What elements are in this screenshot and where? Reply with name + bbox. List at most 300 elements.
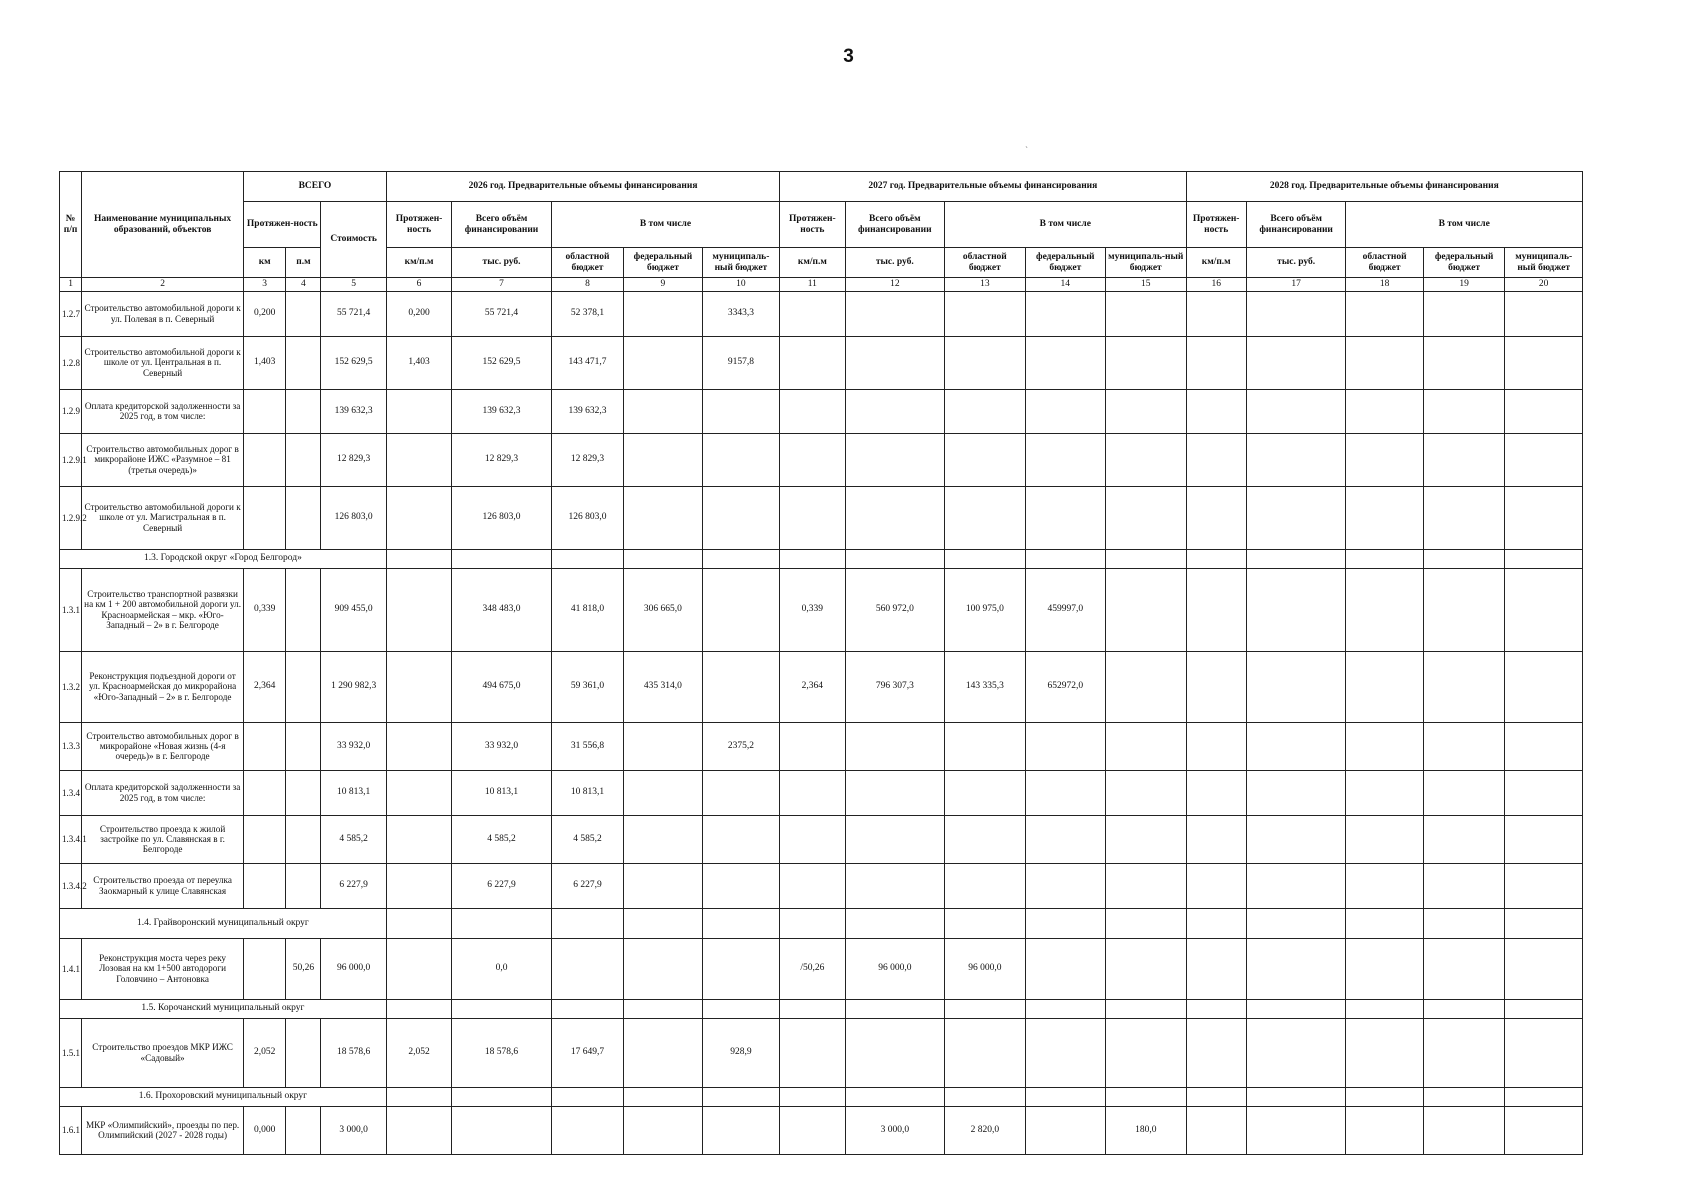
empty-cell [452,908,552,938]
object-name: Реконструкция подъездной дороги от ул. Красноармейская до микрорайона «Юго-Западный – 2» в г. Белгороде [82,651,244,722]
value-cell-col-4 [286,389,321,433]
table-row [60,722,1583,770]
empty-cell [624,908,702,938]
value-cell-col-16 [1186,651,1246,722]
value-cell-col-18 [1346,389,1423,433]
header-2027-municipal: муниципаль-ный бюджет [1106,248,1187,278]
empty-cell [624,549,702,568]
empty-cell [780,908,845,938]
header-2027-length: Протяжен-ность [780,202,845,248]
header-2026-including: В том числе [551,202,779,248]
empty-cell [945,999,1025,1018]
value-cell-col-9: 435 314,0 [624,651,702,722]
header-2026-federal: федеральный бюджет [624,248,702,278]
value-cell-col-19 [1423,651,1504,722]
value-cell-col-15 [1106,815,1187,863]
value-cell-col-17 [1246,336,1346,389]
empty-cell [551,1087,623,1106]
value-cell-col-13 [945,770,1025,815]
column-number: 9 [624,278,702,292]
value-cell-col-15 [1106,938,1187,999]
table-row [60,389,1583,433]
header-2026-length: Протяжен-ность [386,202,451,248]
value-cell-col-9 [624,1018,702,1087]
value-cell-col-11 [780,770,845,815]
empty-cell [386,549,451,568]
value-cell-col-18 [1346,938,1423,999]
value-cell-col-8: 139 632,3 [551,389,623,433]
column-number: 1 [60,278,82,292]
value-cell-col-5: 1 290 982,3 [321,651,386,722]
value-cell-col-16 [1186,336,1246,389]
column-number: 2 [82,278,244,292]
value-cell-col-6 [386,938,451,999]
empty-cell [1346,549,1423,568]
value-cell-col-16 [1186,722,1246,770]
empty-cell [1246,999,1346,1018]
empty-cell [702,549,780,568]
value-cell-col-3: 2,364 [244,651,286,722]
value-cell-col-14 [1025,938,1105,999]
value-cell-col-5: 126 803,0 [321,486,386,549]
value-cell-col-15 [1106,568,1187,651]
value-cell-col-13 [945,389,1025,433]
value-cell-col-18 [1346,1018,1423,1087]
value-cell-col-17 [1246,1106,1346,1154]
value-cell-col-9 [624,722,702,770]
section-title: 1.5. Корочанский муниципальный округ [60,999,387,1018]
row-index: 1.3.4.1 [60,815,82,863]
value-cell-col-5: 152 629,5 [321,336,386,389]
empty-cell [624,999,702,1018]
value-cell-col-7: 18 578,6 [452,1018,552,1087]
object-name: Оплата кредиторской задолженности за 2025 год, в том числе: [82,389,244,433]
value-cell-col-18 [1346,863,1423,908]
value-cell-col-10 [702,938,780,999]
value-cell-col-13 [945,486,1025,549]
table-row [60,568,1583,651]
value-cell-col-17 [1246,770,1346,815]
value-cell-col-10 [702,433,780,486]
empty-cell [702,1087,780,1106]
header-2027: 2027 год. Предварительные объемы финансирования [780,172,1186,202]
empty-cell [551,549,623,568]
value-cell-col-16 [1186,1018,1246,1087]
header-2028-federal: федеральный бюджет [1423,248,1504,278]
value-cell-col-18 [1346,651,1423,722]
empty-cell [1505,999,1583,1018]
value-cell-col-5: 4 585,2 [321,815,386,863]
value-cell-col-13 [945,863,1025,908]
value-cell-col-10: 2375,2 [702,722,780,770]
value-cell-col-9: 306 665,0 [624,568,702,651]
column-number: 4 [286,278,321,292]
value-cell-col-9 [624,863,702,908]
row-index: 1.2.9 [60,389,82,433]
value-cell-col-12 [845,1018,945,1087]
value-cell-col-19 [1423,863,1504,908]
value-cell-col-5: 909 455,0 [321,568,386,651]
empty-cell [1186,1087,1246,1106]
value-cell-col-9 [624,938,702,999]
empty-cell [1346,1087,1423,1106]
header-2027-thous: тыс. руб. [845,248,945,278]
value-cell-col-4 [286,291,321,336]
value-cell-col-18 [1346,770,1423,815]
value-cell-col-12 [845,433,945,486]
value-cell-col-16 [1186,568,1246,651]
value-cell-col-11 [780,815,845,863]
header-num: № п/п [60,172,82,278]
value-cell-col-18 [1346,722,1423,770]
value-cell-col-20 [1505,863,1583,908]
value-cell-col-8: 17 649,7 [551,1018,623,1087]
value-cell-col-5: 139 632,3 [321,389,386,433]
value-cell-col-11 [780,336,845,389]
value-cell-col-3: 0,200 [244,291,286,336]
value-cell-col-9 [624,770,702,815]
value-cell-col-5: 12 829,3 [321,433,386,486]
header-total-cost: Стоимость [321,202,386,278]
header-2028-unit: км/п.м [1186,248,1246,278]
value-cell-col-20 [1505,938,1583,999]
value-cell-col-4 [286,433,321,486]
object-name: Строительство транспортной развязки на км 1 + 200 автомобильной дороги ул. Красноармейская – мкр. «Юго-Западный – 2» в г. Белгороде [82,568,244,651]
value-cell-col-3 [244,486,286,549]
empty-cell [386,1087,451,1106]
value-cell-col-15 [1106,863,1187,908]
value-cell-col-13 [945,291,1025,336]
value-cell-col-4 [286,651,321,722]
empty-cell [551,908,623,938]
value-cell-col-4 [286,770,321,815]
column-number: 13 [945,278,1025,292]
value-cell-col-8 [551,1106,623,1154]
row-index: 1.2.8 [60,336,82,389]
value-cell-col-8: 4 585,2 [551,815,623,863]
empty-cell [452,999,552,1018]
header-2026-unit: км/п.м [386,248,451,278]
value-cell-col-10 [702,815,780,863]
value-cell-col-15 [1106,1018,1187,1087]
value-cell-col-16 [1186,938,1246,999]
header-name: Наименование муниципальных образований, объектов [82,172,244,278]
value-cell-col-20 [1505,770,1583,815]
value-cell-col-5: 18 578,6 [321,1018,386,1087]
empty-cell [780,549,845,568]
value-cell-col-11: 2,364 [780,651,845,722]
empty-cell [1505,549,1583,568]
empty-cell [452,549,552,568]
value-cell-col-6: 2,052 [386,1018,451,1087]
table-row [60,938,1583,999]
header-unit-pm: п.м [286,248,321,278]
object-name: Строительство автомобильных дорог в микрорайоне «Новая жизнь (4-я очередь)» в г. Белгороде [82,722,244,770]
empty-cell [1025,999,1105,1018]
object-name: Строительство автомобильной дороги к школе от ул. Магистральная в п. Северный [82,486,244,549]
value-cell-col-14 [1025,291,1105,336]
value-cell-col-14 [1025,722,1105,770]
value-cell-col-12 [845,291,945,336]
value-cell-col-11 [780,1018,845,1087]
empty-cell [551,999,623,1018]
empty-cell [1423,1087,1504,1106]
value-cell-col-6 [386,433,451,486]
object-name: Строительство проезда от переулка Заокмарный к улице Славянская [82,863,244,908]
value-cell-col-16 [1186,486,1246,549]
empty-cell [1246,549,1346,568]
header-total-group: ВСЕГО [244,172,387,202]
value-cell-col-11 [780,291,845,336]
value-cell-col-18 [1346,486,1423,549]
value-cell-col-14 [1025,433,1105,486]
empty-cell [1505,908,1583,938]
value-cell-col-7: 494 675,0 [452,651,552,722]
value-cell-col-7: 4 585,2 [452,815,552,863]
section-row [60,999,1583,1018]
value-cell-col-3 [244,433,286,486]
value-cell-col-10 [702,651,780,722]
header-unit-km: км [244,248,286,278]
row-index: 1.2.9.2 [60,486,82,549]
value-cell-col-4 [286,568,321,651]
value-cell-col-4: 50,26 [286,938,321,999]
value-cell-col-19 [1423,938,1504,999]
section-row [60,908,1583,938]
row-index: 1.5.1 [60,1018,82,1087]
table-row [60,1018,1583,1087]
value-cell-col-19 [1423,433,1504,486]
empty-cell [845,908,945,938]
value-cell-col-15 [1106,770,1187,815]
value-cell-col-3: 0,000 [244,1106,286,1154]
empty-cell [780,1087,845,1106]
row-index: 1.3.2 [60,651,82,722]
value-cell-col-13 [945,815,1025,863]
value-cell-col-10 [702,770,780,815]
header-2028-regional: областной бюджет [1346,248,1423,278]
header-2028-length: Протяжен-ность [1186,202,1246,248]
value-cell-col-4 [286,815,321,863]
empty-cell [945,549,1025,568]
empty-cell [845,999,945,1018]
value-cell-col-7: 348 483,0 [452,568,552,651]
empty-cell [1246,1087,1346,1106]
value-cell-col-6 [386,815,451,863]
value-cell-col-13: 143 335,3 [945,651,1025,722]
value-cell-col-9 [624,336,702,389]
column-number-row [60,278,1583,292]
value-cell-col-12 [845,722,945,770]
value-cell-col-10: 3343,3 [702,291,780,336]
empty-cell [1423,999,1504,1018]
value-cell-col-14 [1025,389,1105,433]
value-cell-col-7: 33 932,0 [452,722,552,770]
value-cell-col-16 [1186,433,1246,486]
object-name: МКР «Олимпийский», проезды по пер. Олимпийский (2027 - 2028 годы) [82,1106,244,1154]
value-cell-col-15 [1106,291,1187,336]
value-cell-col-3 [244,815,286,863]
column-number: 18 [1346,278,1423,292]
object-name: Строительство проезда к жилой застройке по ул. Славянская в г. Белгороде [82,815,244,863]
value-cell-col-6 [386,722,451,770]
value-cell-col-7: 6 227,9 [452,863,552,908]
value-cell-col-4 [286,722,321,770]
object-name: Реконструкция моста через реку Лозовая на км 1+500 автодороги Головчино – Антоновка [82,938,244,999]
value-cell-col-14 [1025,863,1105,908]
value-cell-col-10 [702,568,780,651]
value-cell-col-3 [244,770,286,815]
value-cell-col-10 [702,486,780,549]
value-cell-col-7: 152 629,5 [452,336,552,389]
value-cell-col-17 [1246,433,1346,486]
object-name: Строительство проездов МКР ИЖС «Садовый» [82,1018,244,1087]
scan-mark: ˋ [1025,146,1029,157]
value-cell-col-18 [1346,568,1423,651]
value-cell-col-18 [1346,815,1423,863]
column-number: 5 [321,278,386,292]
empty-cell [1186,999,1246,1018]
value-cell-col-15 [1106,336,1187,389]
value-cell-col-17 [1246,486,1346,549]
header-2028-municipal: муниципаль-ный бюджет [1505,248,1583,278]
value-cell-col-6 [386,1106,451,1154]
value-cell-col-10: 9157,8 [702,336,780,389]
empty-cell [845,549,945,568]
value-cell-col-9 [624,1106,702,1154]
value-cell-col-12 [845,389,945,433]
empty-cell [452,1087,552,1106]
value-cell-col-5: 10 813,1 [321,770,386,815]
value-cell-col-14 [1025,770,1105,815]
value-cell-col-6 [386,389,451,433]
value-cell-col-9 [624,433,702,486]
value-cell-col-8: 126 803,0 [551,486,623,549]
header-2027-financing: Всего объём финансировании [845,202,945,248]
empty-cell [1025,908,1105,938]
value-cell-col-5: 33 932,0 [321,722,386,770]
value-cell-col-4 [286,486,321,549]
table-row [60,651,1583,722]
value-cell-col-8: 10 813,1 [551,770,623,815]
empty-cell [1186,908,1246,938]
value-cell-col-9 [624,291,702,336]
section-row [60,549,1583,568]
value-cell-col-15: 180,0 [1106,1106,1187,1154]
header-2028-thous: тыс. руб. [1246,248,1346,278]
header-2027-unit: км/п.м [780,248,845,278]
value-cell-col-15 [1106,651,1187,722]
value-cell-col-3: 1,403 [244,336,286,389]
column-number: 8 [551,278,623,292]
value-cell-col-16 [1186,1106,1246,1154]
column-number: 20 [1505,278,1583,292]
value-cell-col-12 [845,336,945,389]
value-cell-col-8: 52 378,1 [551,291,623,336]
value-cell-col-12 [845,863,945,908]
table-body [60,291,1583,1154]
value-cell-col-13: 96 000,0 [945,938,1025,999]
table-row [60,336,1583,389]
value-cell-col-19 [1423,722,1504,770]
empty-cell [945,1087,1025,1106]
value-cell-col-9 [624,389,702,433]
value-cell-col-20 [1505,433,1583,486]
value-cell-col-20 [1505,389,1583,433]
column-number: 16 [1186,278,1246,292]
value-cell-col-12 [845,770,945,815]
table-row [60,815,1583,863]
value-cell-col-13 [945,336,1025,389]
value-cell-col-19 [1423,1018,1504,1087]
header-2026-regional: областной бюджет [551,248,623,278]
row-index: 1.3.3 [60,722,82,770]
value-cell-col-20 [1505,336,1583,389]
value-cell-col-14: 459997,0 [1025,568,1105,651]
value-cell-col-10 [702,1106,780,1154]
value-cell-col-9 [624,815,702,863]
value-cell-col-14 [1025,1018,1105,1087]
value-cell-col-10 [702,389,780,433]
value-cell-col-11 [780,722,845,770]
header-2027-including: В том числе [945,202,1186,248]
row-index: 1.2.9.1 [60,433,82,486]
table-row [60,291,1583,336]
value-cell-col-15 [1106,389,1187,433]
value-cell-col-11 [780,863,845,908]
header-2026: 2026 год. Предварительные объемы финансирования [386,172,779,202]
empty-cell [1346,908,1423,938]
header-2028-financing: Всего объём финансировании [1246,202,1346,248]
value-cell-col-3 [244,722,286,770]
value-cell-col-11 [780,389,845,433]
value-cell-col-15 [1106,433,1187,486]
value-cell-col-9 [624,486,702,549]
value-cell-col-5: 55 721,4 [321,291,386,336]
value-cell-col-4 [286,1018,321,1087]
value-cell-col-17 [1246,938,1346,999]
section-title: 1.6. Прохоровский муниципальный округ [60,1087,387,1106]
table-row [60,486,1583,549]
value-cell-col-7: 12 829,3 [452,433,552,486]
empty-cell [1025,1087,1105,1106]
value-cell-col-17 [1246,863,1346,908]
value-cell-col-13: 2 820,0 [945,1106,1025,1154]
value-cell-col-13 [945,433,1025,486]
value-cell-col-17 [1246,389,1346,433]
empty-cell [1106,1087,1187,1106]
value-cell-col-12 [845,486,945,549]
row-index: 1.6.1 [60,1106,82,1154]
value-cell-col-8 [551,938,623,999]
value-cell-col-7: 55 721,4 [452,291,552,336]
table-row [60,433,1583,486]
value-cell-col-19 [1423,568,1504,651]
value-cell-col-19 [1423,1106,1504,1154]
empty-cell [1186,549,1246,568]
value-cell-col-6: 0,200 [386,291,451,336]
table-row [60,863,1583,908]
column-number: 19 [1423,278,1504,292]
value-cell-col-3 [244,389,286,433]
value-cell-col-20 [1505,486,1583,549]
header-2028: 2028 год. Предварительные объемы финансирования [1186,172,1582,202]
value-cell-col-19 [1423,815,1504,863]
value-cell-col-11 [780,486,845,549]
value-cell-col-17 [1246,1018,1346,1087]
value-cell-col-15 [1106,486,1187,549]
empty-cell [1423,908,1504,938]
